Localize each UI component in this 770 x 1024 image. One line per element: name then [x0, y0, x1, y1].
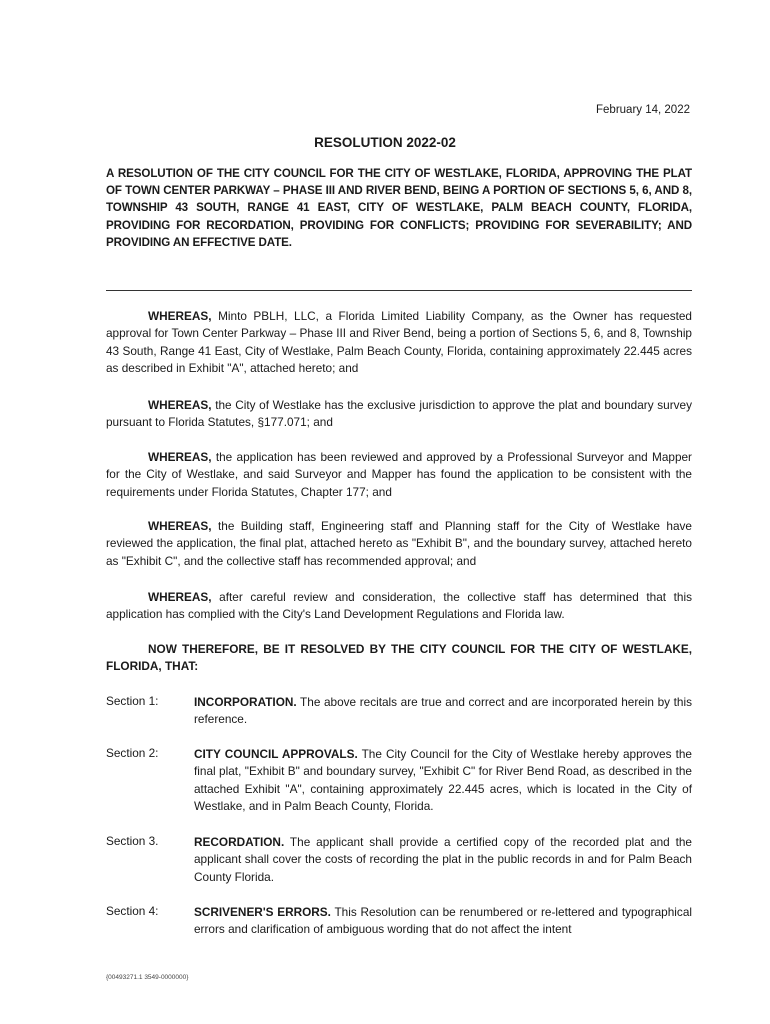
whereas-paragraph: [106, 449, 692, 501]
section-title: CITY COUNCIL APPROVALS.: [194, 747, 358, 761]
whereas-lead: WHEREAS,: [148, 450, 212, 464]
section-label: Section 3.: [106, 834, 159, 848]
resolution-title: RESOLUTION 2022-02: [314, 135, 456, 150]
section-title: RECORDATION.: [194, 835, 285, 849]
resolved-clause: [106, 641, 692, 676]
whereas-paragraph: [106, 589, 692, 624]
whereas-text: after careful review and consideration, the collective staff has determined that this application has complied with the City's Land Development Regulations and Florida law.: [106, 590, 692, 622]
whereas-lead: WHEREAS,: [148, 519, 212, 533]
whereas-lead: WHEREAS,: [148, 309, 212, 323]
document-date: February 14, 2022: [596, 104, 690, 116]
whereas-lead: WHEREAS,: [148, 590, 212, 604]
section-text: The applicant shall provide a certified copy of the recorded plat and the applicant shall cover the costs of recording the plat in the public records in and for Palm Beach County Florida.: [194, 835, 692, 884]
whereas-paragraph: [106, 397, 692, 432]
section-text: This Resolution can be renumbered or re-lettered and typographical errors and clarification of ambiguous wording that do not affect the intent: [194, 905, 692, 937]
section-label: Section 1:: [106, 694, 159, 708]
section-label: Section 4:: [106, 904, 159, 918]
whereas-text: the City of Westlake has the exclusive jurisdiction to approve the plat and boundary survey pursuant to Florida Statutes, §177.071; and: [106, 398, 692, 430]
whereas-text: the Building staff, Engineering staff and Planning staff for the City of Westlake have reviewed the application, the final plat, attached hereto as "Exhibit B", and the boundary survey, attached hereto as "Exhibit C", and the collective staff has recommended approval; and: [106, 519, 692, 568]
divider-line: [106, 290, 692, 291]
whereas-paragraph: [106, 518, 692, 570]
section-title: INCORPORATION.: [194, 695, 297, 709]
section-text: The above recitals are true and correct and are incorporated herein by this reference.: [194, 695, 692, 727]
section-title: SCRIVENER'S ERRORS.: [194, 905, 331, 919]
section-body: [194, 746, 692, 816]
whereas-text: the application has been reviewed and approved by a Professional Surveyor and Mapper for the City of Westlake, and said Surveyor and Mapper has found the application to be consistent with the requirements under Florida Statutes, Chapter 177; and: [106, 450, 692, 499]
whereas-text: Minto PBLH, LLC, a Florida Limited Liability Company, as the Owner has requested approval for Town Center Parkway – Phase III and River Bend, being a portion of Sections 5, 6, and 8, Township 43 South, Range 41 East, City of Westlake, Palm Beach County, Florida, containing approximately 22.445 acres as described in Exhibit "A", attached hereto; and: [106, 309, 692, 376]
section-label: Section 2:: [106, 746, 159, 760]
section-body: [194, 694, 692, 729]
document-footer-id: {00493271.1 3549-0000000}: [106, 974, 189, 981]
section-body: [194, 834, 692, 886]
section-body: [194, 904, 692, 939]
section-text: The City Council for the City of Westlake hereby approves the final plat, "Exhibit B" and boundary survey, "Exhibit C" for River Bend Road, as described in the attached Exhibit "A", containing approximately 22.445 acres, which is located in the City of Westlake, and in Palm Beach County, Florida.: [194, 747, 692, 814]
resolution-heading: A RESOLUTION OF THE CITY COUNCIL FOR THE CITY OF WESTLAKE, FLORIDA, APPROVING THE PLAT OF TOWN CENTER PARKWAY – PHASE III AND RIVER BEND, BEING A PORTION OF SECTIONS 5, 6, AND 8, TOWNSHIP 43 SOUTH, RANGE 41 EAST, CITY OF WESTLAKE, PALM BEACH COUNTY, FLORIDA, PROVIDING FOR RECORDATION, PROVIDING FOR CONFLICTS; PROVIDING FOR SEVERABILITY; AND PROVIDING AN EFFECTIVE DATE.: [106, 167, 692, 249]
resolved-text: NOW THEREFORE, BE IT RESOLVED BY THE CITY COUNCIL FOR THE CITY OF WESTLAKE, FLORIDA, THAT:: [106, 642, 692, 674]
whereas-paragraph: [106, 308, 692, 378]
whereas-lead: WHEREAS,: [148, 398, 212, 412]
